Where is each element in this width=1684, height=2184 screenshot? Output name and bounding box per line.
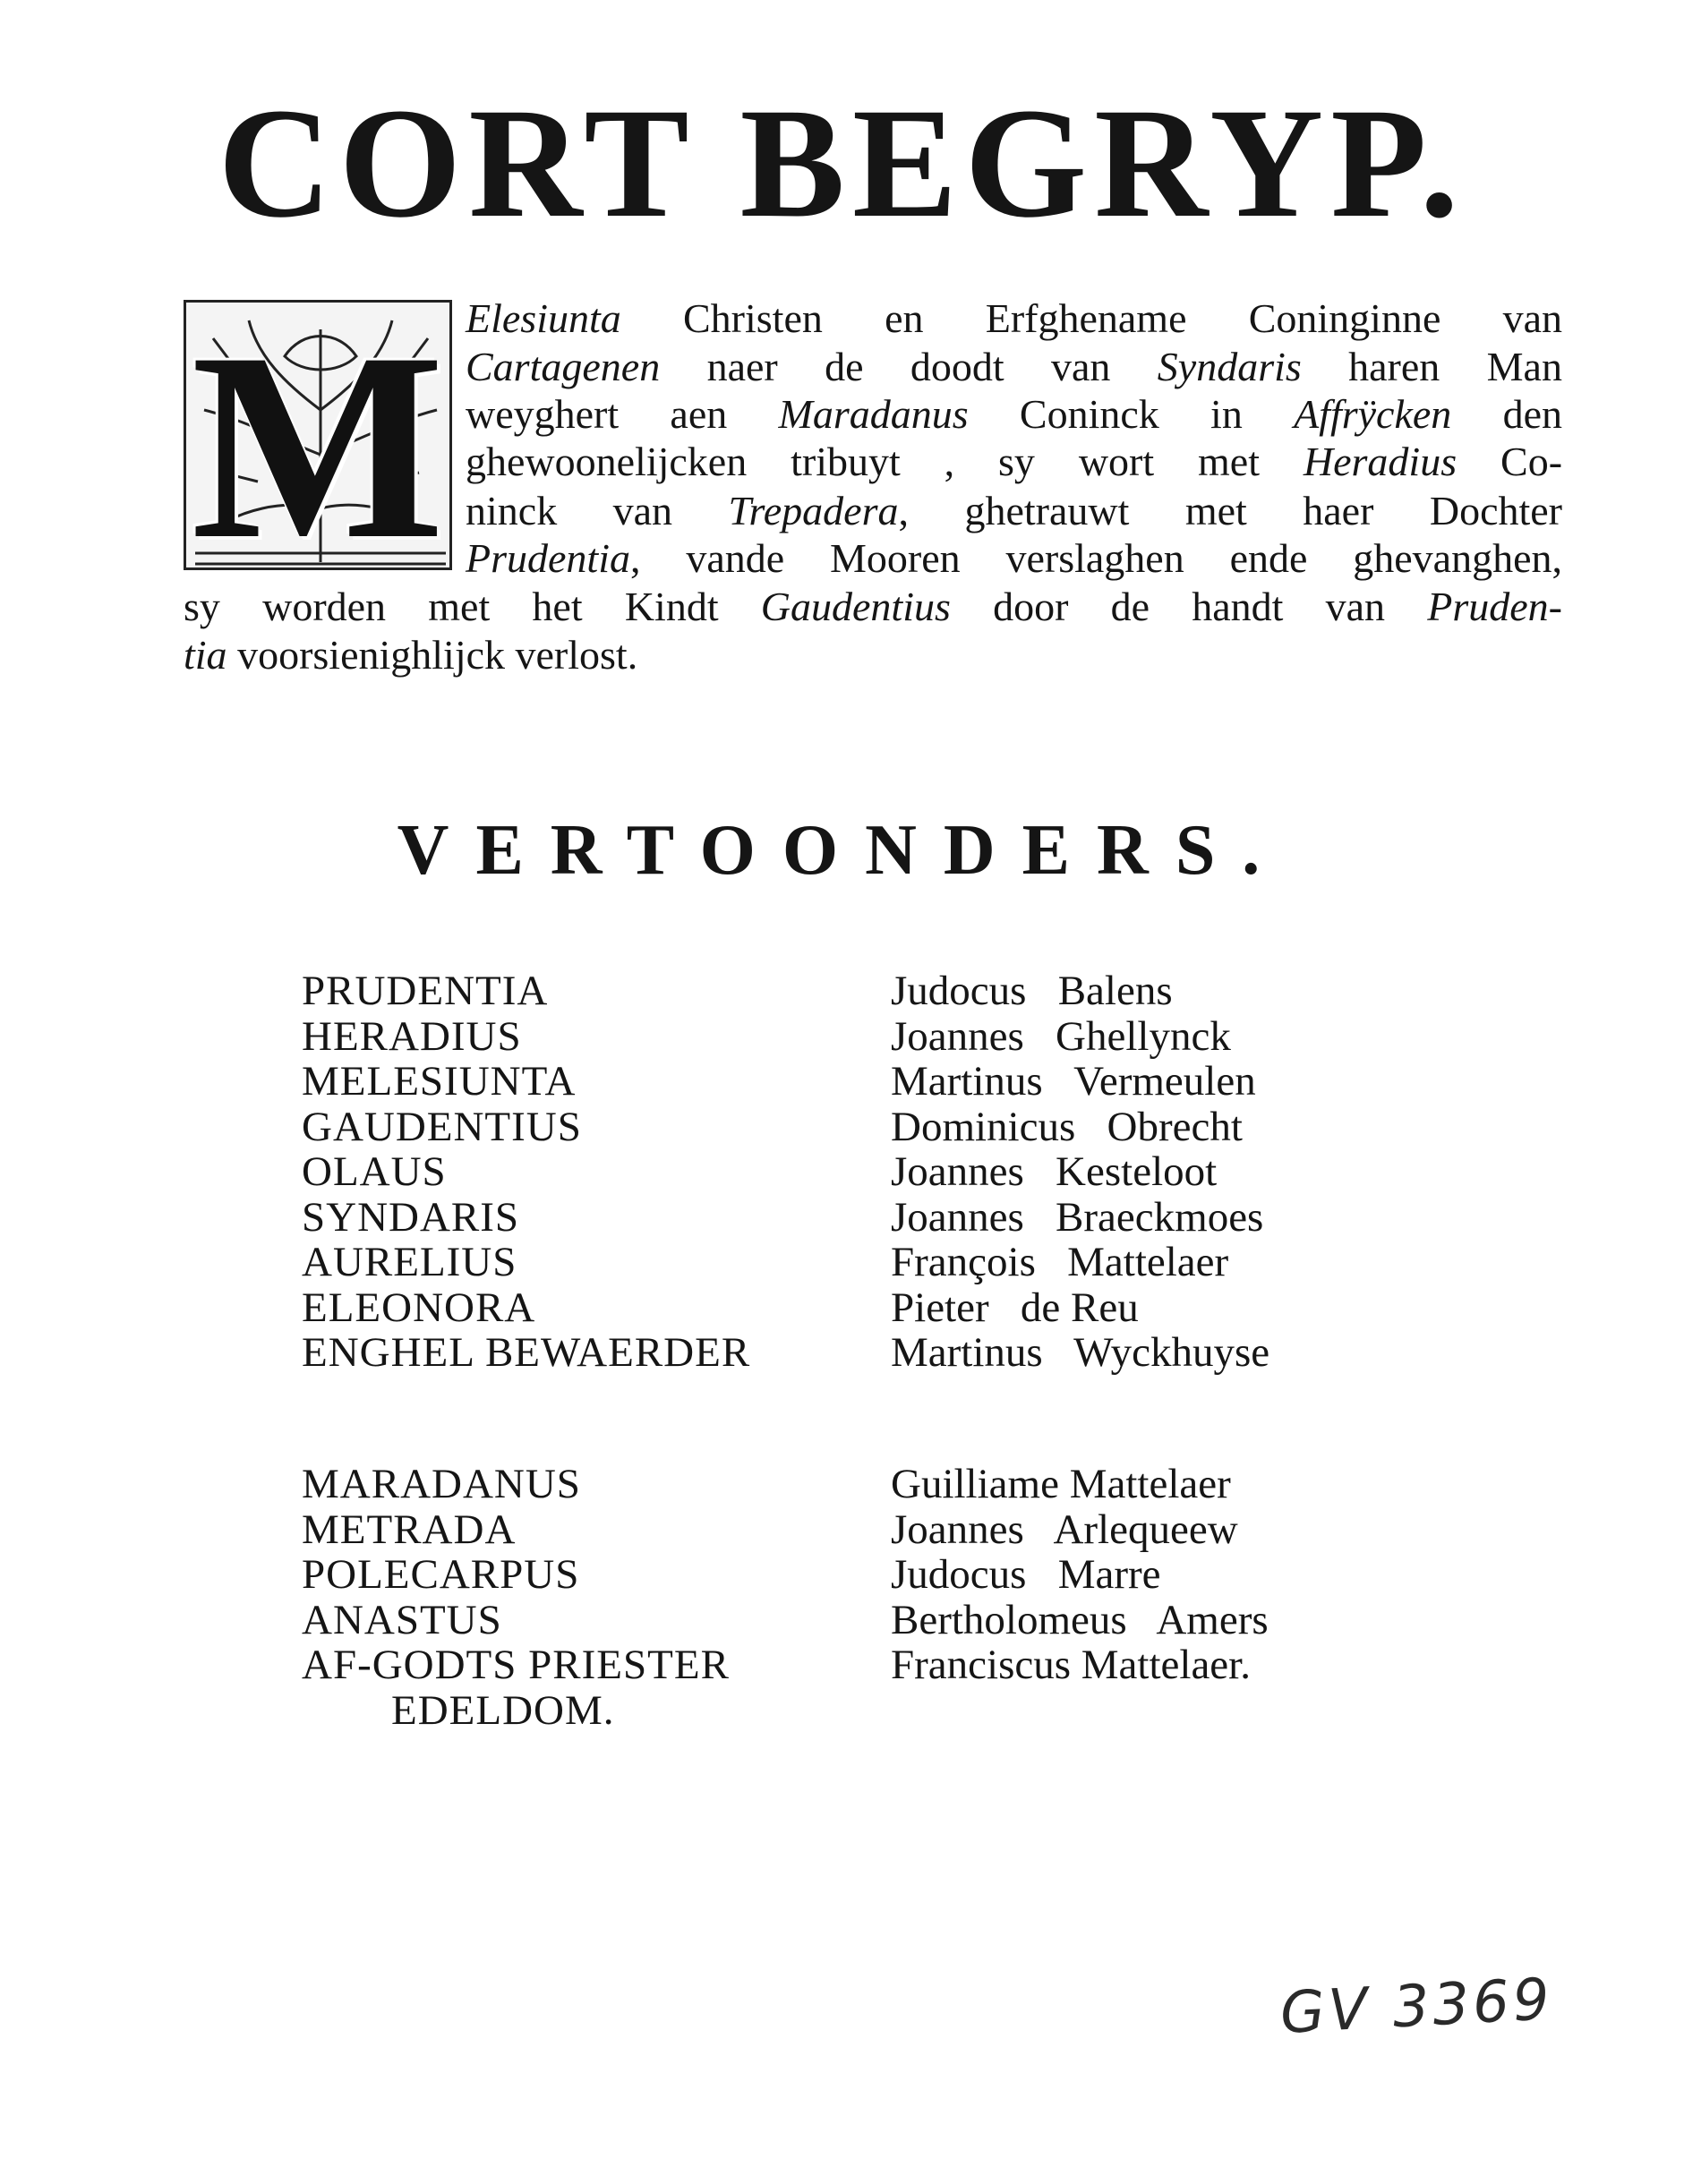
cast-actor: Martinus Wyckhuyse: [891, 1329, 1270, 1376]
cast-role: SYNDARIS: [302, 1193, 520, 1241]
summary-text: ghewoonelijcken tribuyt , sy wort met: [466, 439, 1304, 484]
summary-text: Christen en Erfghename Coninginne van: [620, 295, 1562, 341]
cast-heading: VERTOONDERS.: [397, 811, 1287, 890]
summary-text: , vande Mooren verslaghen ende ghevanghen,: [629, 535, 1562, 581]
summary-text: Co-: [1457, 439, 1563, 484]
cast-actor: Franciscus Mattelaer.: [891, 1642, 1251, 1688]
summary-line: [466, 391, 1562, 438]
summary-text: Coninck in: [968, 391, 1295, 437]
italic-name: Syndaris: [1157, 344, 1302, 389]
italic-name: Heradius: [1303, 439, 1457, 484]
italic-name: Trepadera: [728, 488, 899, 533]
cast-role: GAUDENTIUS: [302, 1103, 582, 1150]
cast-actor: Guilliame Mattelaer: [891, 1461, 1231, 1507]
cast-role: ELEONORA: [302, 1284, 536, 1331]
summary-line: [466, 535, 1562, 582]
cast-role: EDELDOM.: [391, 1686, 615, 1734]
page-heading: CORT BEGRYP.: [218, 76, 1466, 251]
cast-actor: Dominicus Obrecht: [891, 1103, 1243, 1150]
summary-text: haren Man: [1301, 344, 1562, 389]
cast-role: MELESIUNTA: [302, 1058, 577, 1105]
handwritten-shelfmark: GV 3369: [1278, 1966, 1555, 2047]
cast-role: ANASTUS: [302, 1596, 502, 1643]
summary-text: naer de doodt van: [660, 344, 1158, 389]
italic-name: Elesiunta: [466, 295, 621, 341]
cast-role: HERADIUS: [302, 1012, 522, 1060]
italic-name: Cartagenen: [466, 344, 661, 389]
italic-name: Prudentia: [466, 535, 630, 581]
cast-actor: Judocus Marre: [891, 1551, 1161, 1598]
summary-text: door de handt van: [950, 584, 1428, 629]
cast-actor: Joannes Kesteloot: [891, 1148, 1218, 1195]
cast-actor: Martinus Vermeulen: [891, 1058, 1256, 1105]
cast-actor: Joannes Braeckmoes: [891, 1193, 1264, 1241]
summary-text: weyghert aen: [466, 391, 779, 437]
cast-role: POLECARPUS: [302, 1551, 580, 1598]
summary-text: sy worden met het Kindt: [184, 584, 761, 629]
cast-role: AF-GODTS PRIESTER: [302, 1642, 730, 1688]
cast-role: PRUDENTIA: [302, 968, 549, 1014]
cast-role: OLAUS: [302, 1148, 447, 1195]
cast-actor: Judocus Balens: [891, 968, 1173, 1014]
summary-text: voorsienighlijck verlost.: [227, 632, 638, 678]
cast-actor: Joannes Ghellynck: [891, 1012, 1231, 1060]
cast-actor: François Mattelaer: [891, 1239, 1229, 1285]
italic-name: Affrÿcken: [1294, 391, 1452, 437]
decorated-initial: [184, 300, 452, 570]
summary-text: ninck van: [466, 488, 729, 533]
summary-line: [466, 439, 1562, 485]
cast-actor: Pieter de Reu: [891, 1284, 1139, 1331]
cast-actor: Bertholomeus Amers: [891, 1596, 1269, 1643]
italic-name: Pruden-: [1427, 584, 1562, 629]
summary-text: , ghetrauwt met haer Dochter: [898, 488, 1562, 533]
italic-name: tia: [184, 632, 227, 678]
italic-name: Maradanus: [778, 391, 969, 437]
summary-text: den: [1451, 391, 1562, 437]
summary-line: [466, 295, 1562, 342]
cast-actor: Joannes Arlequeew: [891, 1506, 1238, 1553]
cast-role: ENGHEL BEWAERDER: [302, 1329, 751, 1376]
cast-role: MARADANUS: [302, 1461, 581, 1507]
cast-role: METRADA: [302, 1506, 517, 1553]
cast-role: AURELIUS: [302, 1239, 517, 1285]
dropcap-letter: M: [191, 300, 445, 570]
italic-name: Gaudentius: [760, 584, 951, 629]
summary-line: [466, 488, 1562, 534]
summary-line: [184, 584, 1562, 630]
summary-line: [466, 344, 1562, 390]
summary-line: [184, 632, 1562, 678]
